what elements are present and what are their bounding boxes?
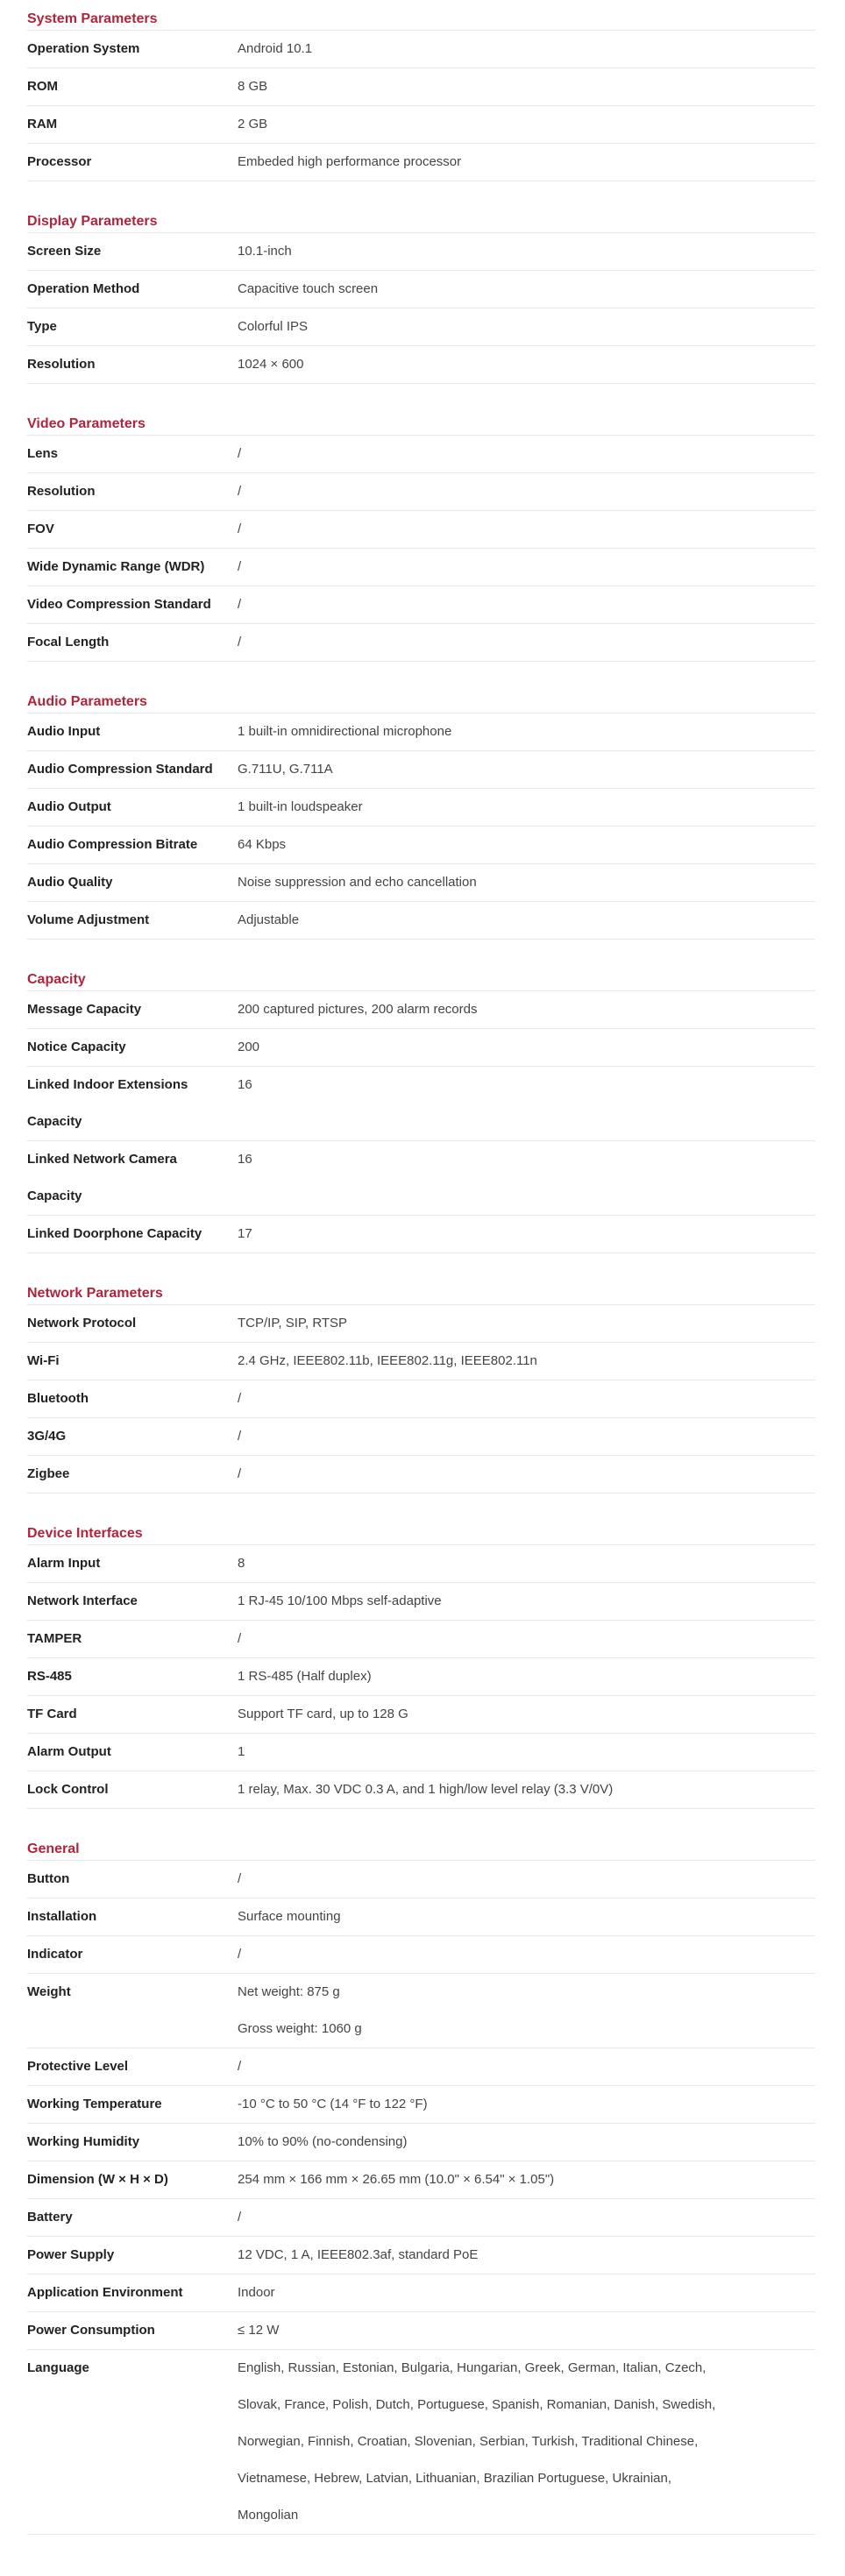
spec-label: TF Card <box>27 1707 77 1721</box>
spec-row <box>27 2199 815 2237</box>
spec-row <box>27 2048 815 2086</box>
spec-label: Language <box>27 2360 89 2375</box>
spec-row <box>27 864 815 902</box>
spec-value: / <box>238 2059 242 2074</box>
spec-row <box>27 1771 815 1809</box>
spec-label: Lock Control <box>27 1782 109 1797</box>
spec-value: 1 built-in omnidirectional microphone <box>238 724 452 739</box>
spec-row <box>27 436 815 473</box>
spec-value: Android 10.1 <box>238 41 313 56</box>
spec-value: Colorful IPS <box>238 319 309 334</box>
spec-label: Notice Capacity <box>27 1040 126 1054</box>
section-display-parameters <box>27 202 815 384</box>
spec-label: Working Temperature <box>27 2097 162 2111</box>
spec-row <box>27 751 815 789</box>
spec-row <box>27 1380 815 1418</box>
spec-label: RS-485 <box>27 1669 72 1684</box>
spec-value: 200 captured pictures, 200 alarm records <box>238 1002 478 1017</box>
spec-label: Power Consumption <box>27 2323 155 2338</box>
spec-value: -10 °C to 50 °C (14 °F to 122 °F) <box>238 2097 428 2111</box>
spec-label: Weight <box>27 1984 71 1999</box>
spec-value: / <box>238 1871 242 1886</box>
spec-row <box>27 549 815 586</box>
spec-row <box>27 1456 815 1494</box>
spec-row <box>27 1067 815 1141</box>
spec-value: G.711U, G.711A <box>238 762 333 777</box>
spec-label: Alarm Input <box>27 1556 101 1571</box>
spec-value: 1 relay, Max. 30 VDC 0.3 A, and 1 high/low level relay (3.3 V/0V) <box>238 1782 614 1797</box>
spec-label: TAMPER <box>27 1631 82 1646</box>
spec-row <box>27 2124 815 2161</box>
spec-value: 2.4 GHz, IEEE802.11b, IEEE802.11g, IEEE802.11n <box>238 1353 537 1368</box>
section-title: Audio Parameters <box>27 683 815 713</box>
spec-value: 16 <box>238 1077 252 1092</box>
spec-value: Net weight: 875 g Gross weight: 1060 g <box>238 1984 362 2036</box>
spec-row <box>27 2274 815 2312</box>
spec-row <box>27 2086 815 2124</box>
spec-label: Operation Method <box>27 281 140 296</box>
spec-label: Resolution <box>27 484 96 499</box>
spec-label: Resolution <box>27 357 96 372</box>
spec-value: / <box>238 1947 242 1962</box>
spec-label: Video Compression Standard <box>27 597 211 612</box>
spec-label: Wi-Fi <box>27 1353 60 1368</box>
spec-value: 1 RJ-45 10/100 Mbps self-adaptive <box>238 1593 442 1608</box>
spec-row <box>27 473 815 511</box>
section-general <box>27 1830 815 2535</box>
spec-value: ≤ 12 W <box>238 2323 280 2338</box>
spec-label: Battery <box>27 2210 73 2225</box>
spec-label: Message Capacity <box>27 1002 142 1017</box>
section-device-interfaces <box>27 1515 815 1809</box>
spec-label: Zigbee <box>27 1466 70 1481</box>
section-spacer <box>27 1494 815 1515</box>
spec-row <box>27 1658 815 1696</box>
spec-value: / <box>238 2210 242 2225</box>
spec-value: 2 GB <box>238 117 268 131</box>
spec-value: 17 <box>238 1226 252 1241</box>
spec-label: Screen Size <box>27 244 102 259</box>
spec-value: / <box>238 484 242 499</box>
spec-row <box>27 713 815 751</box>
spec-label: Audio Output <box>27 799 111 814</box>
spec-label: Audio Quality <box>27 875 113 890</box>
spec-label: Installation <box>27 1909 97 1924</box>
spec-value: 12 VDC, 1 A, IEEE802.3af, standard PoE <box>238 2247 479 2262</box>
spec-row <box>27 991 815 1029</box>
spec-row <box>27 2237 815 2274</box>
spec-row <box>27 624 815 662</box>
spec-row <box>27 902 815 940</box>
spec-value: 254 mm × 166 mm × 26.65 mm (10.0" × 6.54" × 1.05") <box>238 2172 555 2187</box>
section-spacer <box>27 181 815 202</box>
spec-value: Capacitive touch screen <box>238 281 379 296</box>
spec-value: / <box>238 446 242 461</box>
spec-value: / <box>238 1466 242 1481</box>
spec-label: Audio Input <box>27 724 101 739</box>
spec-label: Linked Network Camera Capacity <box>27 1152 177 1203</box>
spec-value: 8 <box>238 1556 245 1571</box>
spec-row <box>27 1696 815 1734</box>
spec-label: Button <box>27 1871 70 1886</box>
spec-row <box>27 1141 815 1216</box>
spec-row <box>27 144 815 181</box>
section-spacer <box>27 940 815 961</box>
spec-row <box>27 1583 815 1621</box>
spec-label: Network Interface <box>27 1593 138 1608</box>
section-title: System Parameters <box>27 0 815 31</box>
spec-label: 3G/4G <box>27 1429 67 1444</box>
spec-row <box>27 68 815 106</box>
spec-label: Linked Doorphone Capacity <box>27 1226 202 1241</box>
spec-row <box>27 233 815 271</box>
spec-label: Dimension (W × H × D) <box>27 2172 168 2187</box>
section-audio-parameters <box>27 683 815 940</box>
spec-label: Type <box>27 319 57 334</box>
spec-row <box>27 1861 815 1898</box>
section-network-parameters <box>27 1274 815 1494</box>
spec-value: 1024 × 600 <box>238 357 304 372</box>
spec-value: / <box>238 559 242 574</box>
spec-label: Operation System <box>27 41 140 56</box>
spec-value: / <box>238 1391 242 1406</box>
spec-row <box>27 1898 815 1936</box>
spec-row <box>27 271 815 309</box>
spec-row <box>27 1545 815 1583</box>
spec-value: 10% to 90% (no-condensing) <box>238 2134 408 2149</box>
spec-label: Indicator <box>27 1947 83 1962</box>
section-spacer <box>27 1253 815 1274</box>
spec-value: 8 GB <box>238 79 268 94</box>
spec-row <box>27 1734 815 1771</box>
spec-label: Lens <box>27 446 59 461</box>
spec-label: Power Supply <box>27 2247 115 2262</box>
spec-value: Surface mounting <box>238 1909 341 1924</box>
spec-value: 1 RS-485 (Half duplex) <box>238 1669 372 1684</box>
spec-row <box>27 1216 815 1253</box>
section-title: Network Parameters <box>27 1274 815 1305</box>
spec-label: Network Protocol <box>27 1316 137 1331</box>
spec-value: / <box>238 635 242 649</box>
spec-value: TCP/IP, SIP, RTSP <box>238 1316 348 1331</box>
spec-label: Processor <box>27 154 92 169</box>
spec-row <box>27 1343 815 1380</box>
spec-value: Adjustable <box>238 912 300 927</box>
spec-row <box>27 106 815 144</box>
section-title: Device Interfaces <box>27 1515 815 1545</box>
spec-label: Alarm Output <box>27 1744 111 1759</box>
spec-value: / <box>238 1631 242 1646</box>
section-capacity <box>27 961 815 1253</box>
section-video-parameters <box>27 405 815 662</box>
spec-value: Indoor <box>238 2285 275 2300</box>
spec-label: Protective Level <box>27 2059 129 2074</box>
spec-row <box>27 31 815 68</box>
spec-row <box>27 2312 815 2350</box>
section-title: General <box>27 1830 815 1861</box>
spec-value: / <box>238 522 242 536</box>
section-spacer <box>27 384 815 405</box>
spec-value: / <box>238 597 242 612</box>
section-spacer <box>27 2535 815 2556</box>
spec-row <box>27 2161 815 2199</box>
spec-label: Focal Length <box>27 635 110 649</box>
spec-label: RAM <box>27 117 58 131</box>
spec-value: 10.1-inch <box>238 244 292 259</box>
spec-value: English, Russian, Estonian, Bulgaria, Hungarian, Greek, German, Italian, Czech, Slovak, France, Polish, Dutch, Portuguese, Spanish, Romanian, Danish, Swedish, Norwegian, Finnish, Croatian, Slovenian, Serbian, Turkish, Traditional Chinese, Vietnamese, Hebrew, Latvian, Lithuanian, Brazilian Portuguese, Ukrainian, Mongolian <box>238 2360 716 2523</box>
spec-value: Support TF card, up to 128 G <box>238 1707 408 1721</box>
spec-label: ROM <box>27 79 58 94</box>
spec-value: 1 built-in loudspeaker <box>238 799 363 814</box>
spec-value: 200 <box>238 1040 260 1054</box>
spec-value: 16 <box>238 1152 252 1167</box>
spec-row <box>27 1936 815 1974</box>
spec-row <box>27 1029 815 1067</box>
section-title: Video Parameters <box>27 405 815 436</box>
spec-label: Audio Compression Standard <box>27 762 213 777</box>
spec-row <box>27 789 815 827</box>
spec-value: 64 Kbps <box>238 837 287 852</box>
spec-label: Wide Dynamic Range (WDR) <box>27 559 205 574</box>
spec-label: Application Environment <box>27 2285 183 2300</box>
spec-row <box>27 2350 815 2535</box>
spec-row <box>27 346 815 384</box>
section-title: Display Parameters <box>27 202 815 233</box>
spec-label: Working Humidity <box>27 2134 140 2149</box>
spec-label: Linked Indoor Extensions Capacity <box>27 1077 188 1129</box>
spec-value: / <box>238 1429 242 1444</box>
section-spacer <box>27 1809 815 1830</box>
spec-row <box>27 586 815 624</box>
spec-label: FOV <box>27 522 54 536</box>
spec-value: Noise suppression and echo cancellation <box>238 875 477 890</box>
spec-row <box>27 511 815 549</box>
spec-row <box>27 1305 815 1343</box>
spec-row <box>27 1621 815 1658</box>
spec-label: Bluetooth <box>27 1391 89 1406</box>
section-title: Capacity <box>27 961 815 991</box>
spec-row <box>27 1418 815 1456</box>
spec-label: Volume Adjustment <box>27 912 150 927</box>
spec-value: 1 <box>238 1744 245 1759</box>
spec-label: Audio Compression Bitrate <box>27 837 198 852</box>
section-system-parameters <box>27 0 815 181</box>
spec-row <box>27 309 815 346</box>
section-spacer <box>27 662 815 683</box>
spec-row <box>27 827 815 864</box>
spec-row <box>27 1974 815 2048</box>
spec-value: Embeded high performance processor <box>238 154 462 169</box>
